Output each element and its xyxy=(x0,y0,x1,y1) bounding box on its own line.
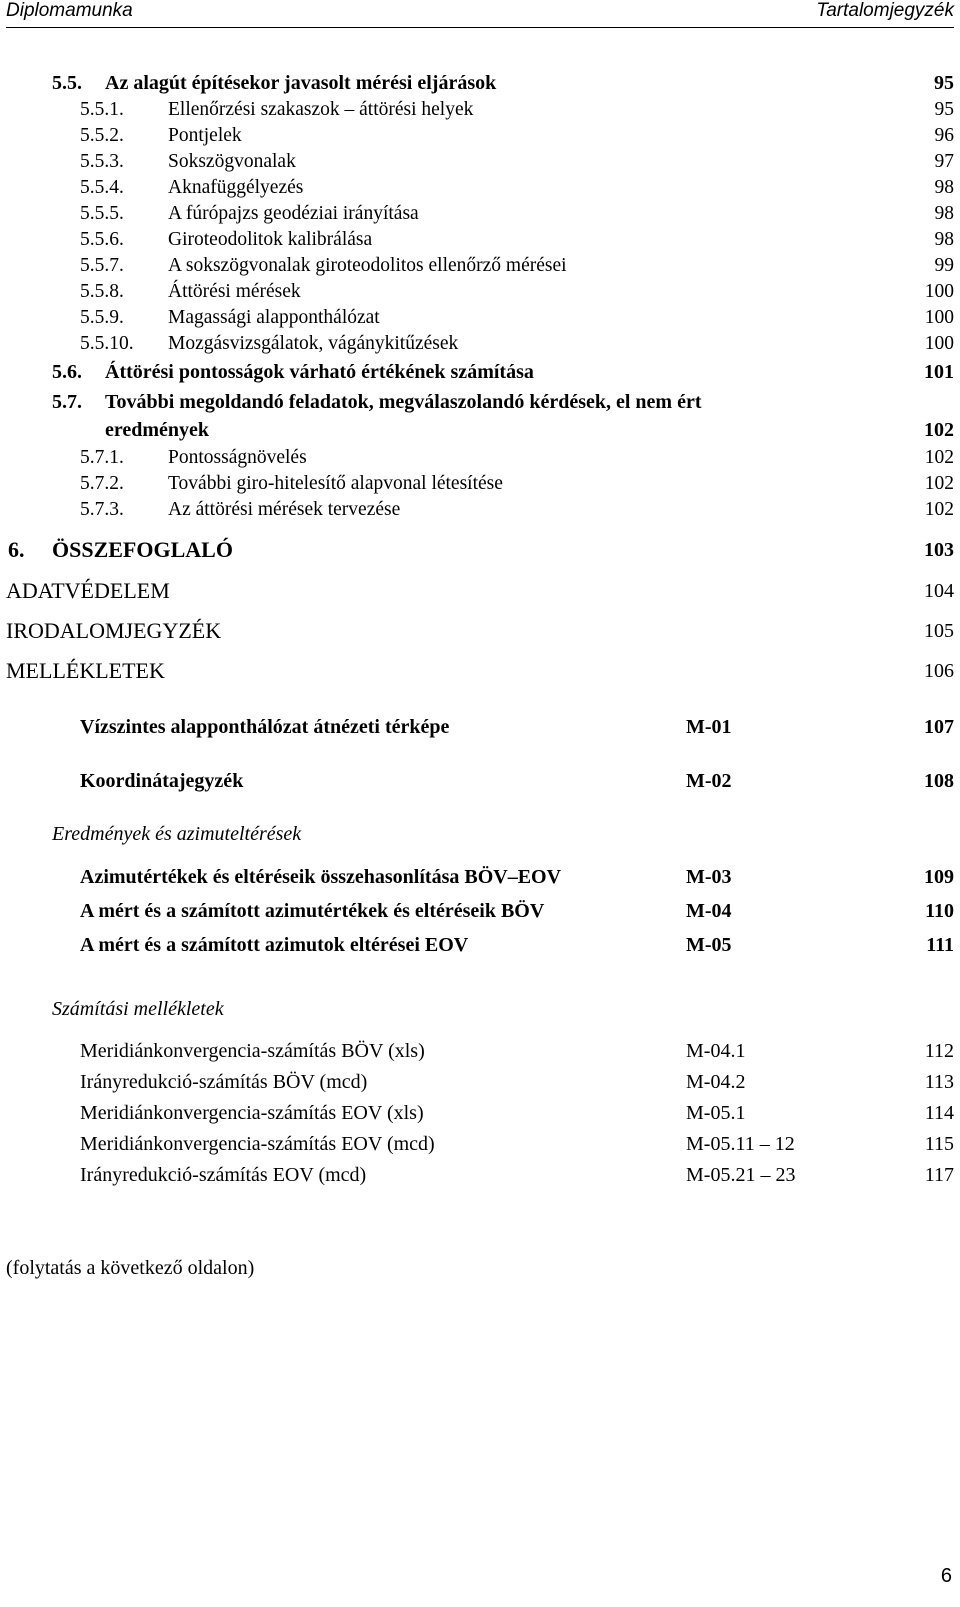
attachment-page: 110 xyxy=(925,900,954,922)
attachment-title: Irányredukció-számítás BÖV (mcd) xyxy=(80,1071,368,1093)
toc-entry-5-5-6[interactable] xyxy=(0,229,960,255)
toc-num: 5.5.7. xyxy=(80,255,124,276)
toc-title: A fúrópajzs geodéziai irányítása xyxy=(168,203,419,224)
attachment-page: 107 xyxy=(924,716,954,738)
toc-page: 102 xyxy=(924,447,954,468)
toc-entry-6[interactable] xyxy=(0,537,960,563)
toc-title: További giro-hitelesítő alapvonal létesítése xyxy=(168,473,503,494)
toc-entry-5-7-1[interactable] xyxy=(0,447,960,473)
toc-title: Mozgásvizsgálatok, vágánykitűzések xyxy=(168,333,459,354)
toc-num: 5.5.8. xyxy=(80,281,124,302)
toc-entry-5-5-9[interactable] xyxy=(0,307,960,333)
toc-num: 5.7.3. xyxy=(80,499,124,520)
attachment-m-01[interactable] xyxy=(0,716,960,742)
toc-title: Aknafüggélyezés xyxy=(168,177,304,198)
attachment-m-04-1[interactable] xyxy=(0,1040,960,1066)
attachment-title: Vízszintes alapponthálózat átnézeti térképe xyxy=(80,716,450,738)
toc-title: A sokszögvonalak giroteodolitos ellenőrző mérései xyxy=(168,255,567,276)
toc-entry-adatvedelem[interactable] xyxy=(0,578,960,604)
toc-entry-5-5-2[interactable] xyxy=(0,125,960,151)
toc-page: 104 xyxy=(924,580,954,602)
attachment-page: 115 xyxy=(924,1133,954,1155)
toc-title: Pontosságnövelés xyxy=(168,447,307,468)
attachment-m-02[interactable] xyxy=(0,770,960,796)
toc-num: 5.5.5. xyxy=(80,203,124,224)
toc-entry-5-5-8[interactable] xyxy=(0,281,960,307)
toc-num: 5.5.1. xyxy=(80,99,124,120)
attachment-m-04-2[interactable] xyxy=(0,1071,960,1097)
attachment-code: M-03 xyxy=(686,866,732,888)
toc-title: Giroteodolitok kalibrálása xyxy=(168,229,373,250)
toc-num: 5.5.3. xyxy=(80,151,124,172)
attachment-title: Irányredukció-számítás EOV (mcd) xyxy=(80,1164,367,1186)
toc-page: 100 xyxy=(924,333,954,354)
attachment-page: 109 xyxy=(924,866,954,888)
attachment-code: M-01 xyxy=(686,716,732,738)
toc-entry-irodalomjegyzek[interactable] xyxy=(0,618,960,644)
attachment-title: Meridiánkonvergencia-számítás EOV (xls) xyxy=(80,1102,424,1124)
toc-entry-5-5-4[interactable] xyxy=(0,177,960,203)
attachment-code: M-04.2 xyxy=(686,1071,746,1093)
toc-entry-5-6[interactable] xyxy=(0,361,960,387)
attachment-page: 117 xyxy=(924,1164,954,1186)
toc-page: 97 xyxy=(934,151,954,172)
toc-page: 98 xyxy=(934,177,954,198)
toc-title: IRODALOMJEGYZÉK xyxy=(6,618,222,643)
attachment-m-04[interactable] xyxy=(0,900,960,926)
attachment-title: Azimutértékek és eltéréseik összehasonlítása BÖV–EOV xyxy=(80,866,562,888)
toc-title: Az áttörési mérések tervezése xyxy=(168,499,401,520)
toc-entry-5-5-3[interactable] xyxy=(0,151,960,177)
toc-num: 5.7.1. xyxy=(80,447,124,468)
attachment-m-05-11[interactable] xyxy=(0,1133,960,1159)
toc-entry-5-5-7[interactable] xyxy=(0,255,960,281)
attachment-group-title: Számítási mellékletek xyxy=(52,998,224,1020)
toc-num: 5.7. xyxy=(52,391,82,413)
attachment-code: M-04 xyxy=(686,900,732,922)
header-rule xyxy=(6,27,954,28)
toc-title-line1: További megoldandó feladatok, megválaszolandó kérdések, el nem ért xyxy=(105,391,702,413)
toc-page: 102 xyxy=(924,473,954,494)
attachment-code: M-05 xyxy=(686,934,732,956)
attachment-m-05[interactable] xyxy=(0,934,960,960)
attachment-page: 113 xyxy=(924,1071,954,1093)
attachment-title: Koordinátajegyzék xyxy=(80,770,244,792)
toc-page: 95 xyxy=(934,99,954,120)
toc-page: 100 xyxy=(924,281,954,302)
toc-num: 5.5.10. xyxy=(80,333,134,354)
toc-title: Sokszögvonalak xyxy=(168,151,296,172)
toc-entry-mellekletek[interactable] xyxy=(0,658,960,684)
toc-num: 5.5. xyxy=(52,72,82,94)
toc-page: 106 xyxy=(924,660,954,682)
attachment-code: M-05.1 xyxy=(686,1102,746,1124)
continuation-note: (folytatás a következő oldalon) xyxy=(6,1257,255,1279)
attachment-m-03[interactable] xyxy=(0,866,960,892)
toc-entry-5-7-3[interactable] xyxy=(0,499,960,525)
toc-page: 103 xyxy=(924,539,954,561)
toc-title: Az alagút építésekor javasolt mérési eljárások xyxy=(105,72,497,94)
attachment-title: Meridiánkonvergencia-számítás BÖV (xls) xyxy=(80,1040,425,1062)
toc-page: 98 xyxy=(934,229,954,250)
toc-page: 98 xyxy=(934,203,954,224)
toc-page: 102 xyxy=(924,419,954,441)
attachment-code: M-04.1 xyxy=(686,1040,746,1062)
toc-entry-5-7[interactable] xyxy=(0,391,960,447)
toc-title-line2: eredmények xyxy=(105,419,210,441)
attachment-page: 114 xyxy=(924,1102,954,1124)
toc-title: Magassági alapponthálózat xyxy=(168,307,380,328)
attachment-code: M-05.11 – 12 xyxy=(686,1133,795,1155)
toc-num: 5.6. xyxy=(52,361,82,383)
attachment-page: 108 xyxy=(924,770,954,792)
attachment-m-05-1[interactable] xyxy=(0,1102,960,1128)
toc-page: 95 xyxy=(934,72,954,94)
toc-title: Pontjelek xyxy=(168,125,242,146)
toc-page: 100 xyxy=(924,307,954,328)
toc-entry-5-7-2[interactable] xyxy=(0,473,960,499)
attachment-page: 112 xyxy=(924,1040,954,1062)
toc-num: 5.5.9. xyxy=(80,307,124,328)
attachment-m-05-21[interactable] xyxy=(0,1164,960,1190)
toc-page: 96 xyxy=(934,125,954,146)
toc-title: ÖSSZEFOGLALÓ xyxy=(52,537,233,562)
header-right: Tartalomjegyzék xyxy=(816,0,954,21)
attachment-page: 111 xyxy=(926,934,954,956)
attachment-group-title: Eredmények és azimuteltérések xyxy=(52,823,302,845)
header-left: Diplomamunka xyxy=(6,0,133,21)
attachment-title: A mért és a számított azimutértékek és eltéréseik BÖV xyxy=(80,900,545,922)
toc-num: 5.7.2. xyxy=(80,473,124,494)
toc-entry-5-5-1[interactable] xyxy=(0,99,960,125)
toc-num: 5.5.4. xyxy=(80,177,124,198)
toc-num: 6. xyxy=(8,537,25,562)
page-number: 6 xyxy=(940,1565,952,1587)
toc-title: MELLÉKLETEK xyxy=(6,658,165,683)
toc-entry-5-5-5[interactable] xyxy=(0,203,960,229)
toc-page: 102 xyxy=(924,499,954,520)
toc-num: 5.5.2. xyxy=(80,125,124,146)
toc-page: 99 xyxy=(934,255,954,276)
toc-entry-5-5[interactable] xyxy=(0,72,960,98)
toc-title: Áttörési pontosságok várható értékének számítása xyxy=(105,361,534,383)
attachment-code: M-05.21 – 23 xyxy=(686,1164,796,1186)
toc-page: 101 xyxy=(924,361,954,383)
attachment-title: A mért és a számított azimutok eltérései EOV xyxy=(80,934,469,956)
toc-title: Áttörési mérések xyxy=(168,281,301,302)
toc-page: 105 xyxy=(924,620,954,642)
attachment-title: Meridiánkonvergencia-számítás EOV (mcd) xyxy=(80,1133,435,1155)
attachment-code: M-02 xyxy=(686,770,732,792)
toc-title: ADATVÉDELEM xyxy=(6,578,170,603)
toc-entry-5-5-10[interactable] xyxy=(0,333,960,359)
toc-num: 5.5.6. xyxy=(80,229,124,250)
toc-title: Ellenőrzési szakaszok – áttörési helyek xyxy=(168,99,474,120)
